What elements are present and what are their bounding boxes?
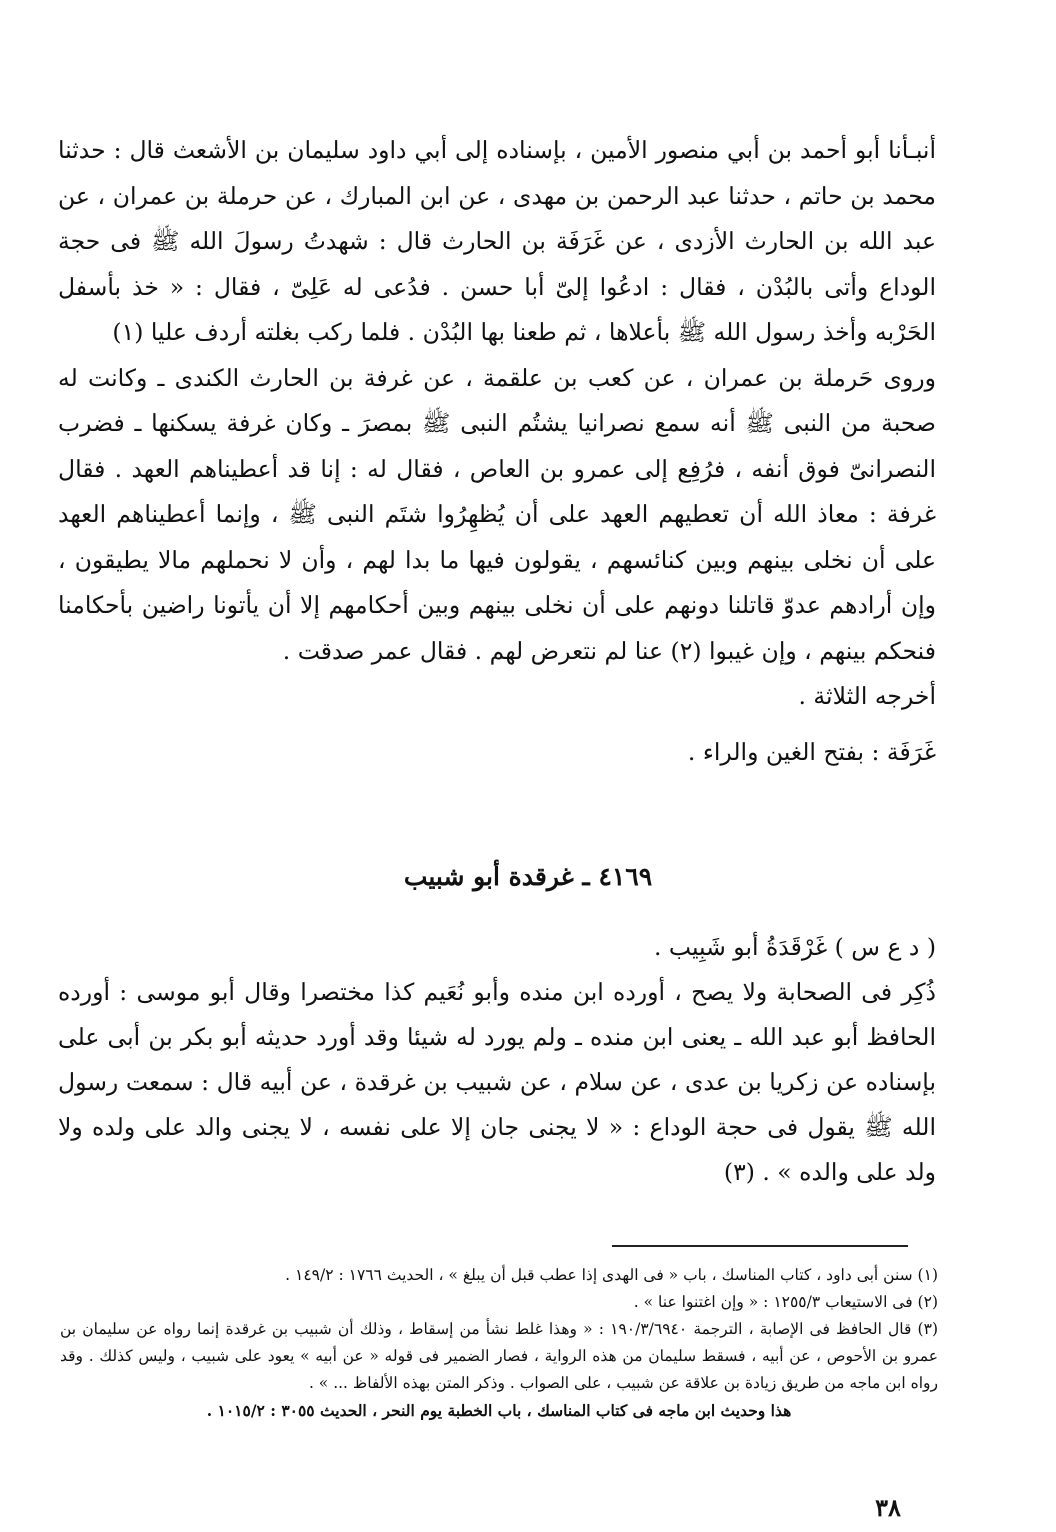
footnote-4: هذا وحديث ابن ماجه فى كتاب المناسك ، باب الخطبة يوم النحر ، الحديث ٣٠٥٥ : ١٠١٥/٢ . <box>206 1401 792 1420</box>
paragraph-harmala: وروى حَرملة بن عمران ، عن كعب بن علقمة ، عن غرفة بن الحارث الكندى ـ وكانت له صحبة من النبى ﷺ أنه سمع نصرانيا يشتُم النبى ﷺ بمصرَ ـ وكان غرفة يسكنها ـ فضرب النصرانىّ فوق أنفه ، فرُفِع إلى عمرو بن العاص ، فقال له : إنا قد أعطيناهم العهد . فقال غرفة : معاذ الله أن تعطيهم العهد على أن يُظهِرُوا شتَم النبى ﷺ ، وإنما أعطيناهم العهد على أن نخلى بينهم وبين كنائسهم ، يقولون فيها ما بدا لهم ، وأن لا نحملهم مالا يطيقون ، وإن أرادهم عدوّ قاتلنا دونهم على أن نخلى بينهم وبين أحكامهم إلا أن يأتونا راضين بأحكامنا فنحكم بينهم ، وإن غيبوا (٢) عنا لم نتعرض لهم . فقال عمر صدقت . <box>58 363 936 665</box>
footnote-1: (١) سنن أبى داود ، كتاب المناسك ، باب « فى الهدى إذا عطب قبل أن يبلغ » ، الحديث ١٧٦٦ : ١٤٩/٢ . <box>285 1266 938 1284</box>
page-number: ٣٨ <box>875 1493 901 1522</box>
entry-title-line: ( د ع س ) غَرْقَدَةُ أبو شَبِيب . <box>653 933 936 961</box>
paragraph-takhrij: أخرجه الثلاثة . <box>798 682 936 710</box>
footnote-3: (٣) قال الحافظ فى الإصابة ، الترجمة ١٩٠/٣/٦٩٤٠ : « وهذا غلط نشأ من إسقاط ، وذلك أن شبيب بن غرقدة إنما رواه عن سليمان بن عمرو بن الأحوص ، عن أبيه ، فسقط سليمان من هذه الرواية ، فصار الضمير فى قوله « عن أبيه » يعود على شبيب ، وليس كذلك . وقد رواه ابن ماجه من طريق زيادة بن علاقة عن شبيب ، على الصواب . وذكر المتن بهذه الألفاظ ... » . <box>60 1320 938 1392</box>
main-text <box>58 128 996 775</box>
entry-heading: ٤١٦٩ ـ غرقدة أبو شبيب <box>403 862 653 891</box>
paragraph-isnad: أنبـأنا أبو أحمد بن أبي منصور الأمين ، بإسناده إلى أبي داود سليمان بن الأشعث قال : حدثنا محمد بن حاتم ، حدثنا عبد الرحمن بن مهدى ، عن ابن المبارك ، عن حرملة بن عمران ، عن عبد الله بن الحارث الأزدى ، عن غَرَفَة بن الحارث قال : شهدتُ رسولَ الله ﷺ فى حجة الوداع وأتى بالبُدْن ، فقال : ادعُوا إلىّ أبا حسن . فدُعى له عَلِىّ ، فقال : « خذ بأسفل الحَرْبه وأخذ رسول الله ﷺ بأعلاها ، ثم طعنا بها البُدْن . فلما ركب بغلته أردف عليا (١) <box>58 136 936 346</box>
paragraph-spelling: غَرَفَة : بفتح الغين والراء . <box>687 737 936 766</box>
entry-paragraph: ذُكِر فى الصحابة ولا يصح ، أورده ابن منده وأبو نُعَيم كذا مختصرا وقال أبو موسى : أورده الحافظ أبو عبد الله ـ يعنى ابن منده ـ ولم يورد له شيئا وقد أورد حديثه أبو بكر بن أبى على بإسناده عن زكريا بن عدى ، عن سلام ، عن شبيب بن غرقدة ، عن أبيه قال : سمعت رسول الله ﷺ يقول فى حجة الوداع : « لا يجنى جان إلا على نفسه ، لا يجنى والد على ولده ولا ولد على والده » . (٣) <box>58 978 936 1186</box>
entry-text <box>58 925 996 1195</box>
footnotes <box>60 1262 938 1424</box>
footnote-2: (٢) فى الاستيعاب ١٢٥٥/٣ : « وإن اغتنوا عنا » . <box>633 1293 938 1311</box>
footnote-separator <box>612 1245 908 1247</box>
